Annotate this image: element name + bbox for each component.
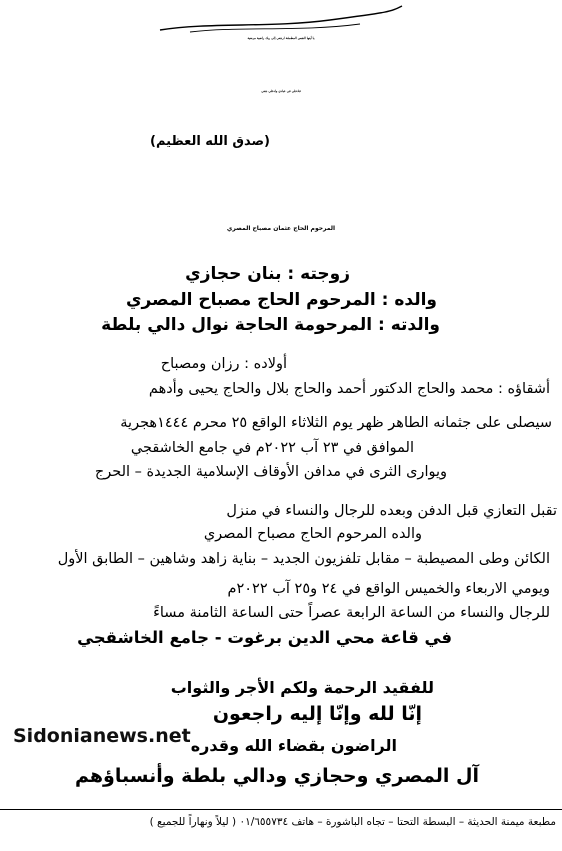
condolence-hours-line: للرجال والنساء من الساعة الرابعة عصراً حتى الساعة الثامنة مساءً [153, 605, 550, 621]
printer-footer: مطبعة ميمنة الحديثة – البسطة التحتا – تجاه الباشورة – هاتف ٠١/٦٥٥٧٣٤ ( ليلاً ونهاراً للجميع ) [149, 816, 556, 828]
closing-line-1: للفقيد الرحمة ولكم الأجر والثواب [170, 678, 434, 697]
site-watermark: Sidonianews.net [13, 725, 191, 747]
closing-line-3: الراضون بقضاء الله وقدره [190, 736, 397, 755]
condolences-address-line: الكائن وطى المصيطبة – مقابل تلفزيون الجديد – بناية زاهد وشاهين – الطابق الأول [57, 551, 550, 567]
wife-line: زوجته : بنان حجازي [185, 264, 350, 284]
condolence-days-line: ويومي الاربعاء والخميس الواقع في ٢٤ و٢٥ آب ٢٠٢٢م [227, 581, 550, 597]
condolences-line-1: تقبل التعازي قبل الدفن وبعده للرجال والنساء في منزل [226, 503, 557, 519]
children-line: أولاده : رزان ومصباح [160, 356, 287, 372]
siblings-line: أشقاؤه : محمد والحاج الدكتور أحمد والحاج بلال والحاج يحيى وأدهم [148, 381, 550, 397]
funeral-date-line: الموافق في ٢٣ آب ٢٠٢٢م في جامع الخاشقجي [130, 440, 414, 456]
quran-verse-line-1: يا أيتها النفس المطمئنة ارجعي إلى ربك راضية مرضية [247, 36, 315, 40]
closing-line-2: إنّا لله وإنّا إليه راجعون [212, 703, 422, 725]
footer-divider [0, 809, 562, 810]
basmala-flourish-ornament [150, 2, 410, 36]
father-line: والده : المرحوم الحاج مصباح المصري [125, 290, 437, 310]
sadaqa-allah-note: (صدق الله العظيم) [150, 134, 270, 149]
burial-line: ويوارى الثرى في مدافن الأوقاف الإسلامية الجديدة – الحرج [94, 464, 447, 480]
deceased-name-title: المرحوم الحاج عثمان مصباح المصري [226, 225, 336, 232]
funeral-prayer-line: سيصلى على جثمانه الطاهر ظهر يوم الثلاثاء الواقع ٢٥ محرم ١٤٤٤هجرية [120, 415, 552, 431]
condolence-venue-line: في قاعة محي الدين برغوت - جامع الخاشقجي [77, 628, 452, 647]
family-signature-line: آل المصري وحجازي ودالي بلطة وأنسباؤهم [74, 765, 479, 787]
condolences-line-2: والده المرحوم الحاج مصباح المصري [203, 526, 422, 542]
quran-verse-line-2: فادخلي في عبادي وادخلي جنتي [261, 89, 301, 93]
mother-line: والدته : المرحومة الحاجة نوال دالي بلطة [101, 315, 440, 335]
